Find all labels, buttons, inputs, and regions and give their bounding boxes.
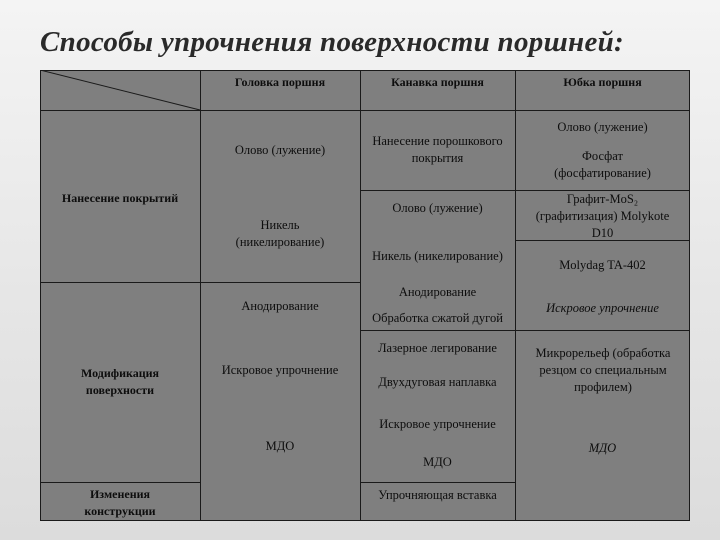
- head-mdo: МДО: [265, 438, 295, 453]
- head-anodizing: Анодирование: [241, 298, 319, 313]
- groove-tin: Олово (лужение): [392, 200, 483, 215]
- skirt-tin: Олово (лужение): [557, 119, 648, 134]
- header-groove: Канавка поршня: [391, 75, 484, 89]
- skirt-phosphate: Фосфат (фосфатирование): [554, 149, 651, 180]
- groove-dual-arc: Двухдуговая наплавка: [378, 374, 497, 389]
- header-diagonal: [40, 70, 200, 110]
- group-coating: Нанесение покрытий: [61, 190, 179, 205]
- group-design: Изменения конструкции: [84, 487, 156, 518]
- group-modification: Модификация поверхности: [80, 366, 160, 397]
- skirt-microrelief: Микрорельеф (обработка резцом со специальным профилем): [535, 345, 671, 394]
- methods-table: [40, 70, 690, 521]
- skirt-molydag: Molydag TA-402: [559, 257, 646, 272]
- page-title: Способы упрочнения поверхности поршней:: [40, 26, 624, 58]
- head-tin: Олово (лужение): [234, 142, 326, 157]
- groove-spark: Искровое упрочнение: [379, 416, 496, 431]
- groove-powder: Нанесение порошкового покрытия: [372, 134, 503, 165]
- header-skirt: Юбка поршня: [563, 75, 642, 89]
- groove-anodizing: Анодирование: [398, 284, 477, 299]
- groove-nickel: Никель (никелирование): [372, 248, 503, 263]
- head-spark: Искровое упрочнение: [221, 362, 339, 377]
- skirt-mdo: МДО: [588, 440, 617, 455]
- groove-laser: Лазерное легирование: [378, 340, 497, 355]
- groove-insert: Упрочняющая вставка: [378, 487, 497, 502]
- groove-arc: Обработка сжатой дугой: [372, 310, 503, 325]
- groove-mdo: МДО: [423, 454, 452, 469]
- header-head: Головка поршня: [234, 75, 326, 89]
- skirt-spark: Искровое упрочнение: [546, 300, 659, 315]
- head-nickel: Никель (никелирование): [235, 218, 325, 249]
- skirt-graphite: Графит-MoS₂ (графитизация) Molykote D10: [535, 191, 670, 240]
